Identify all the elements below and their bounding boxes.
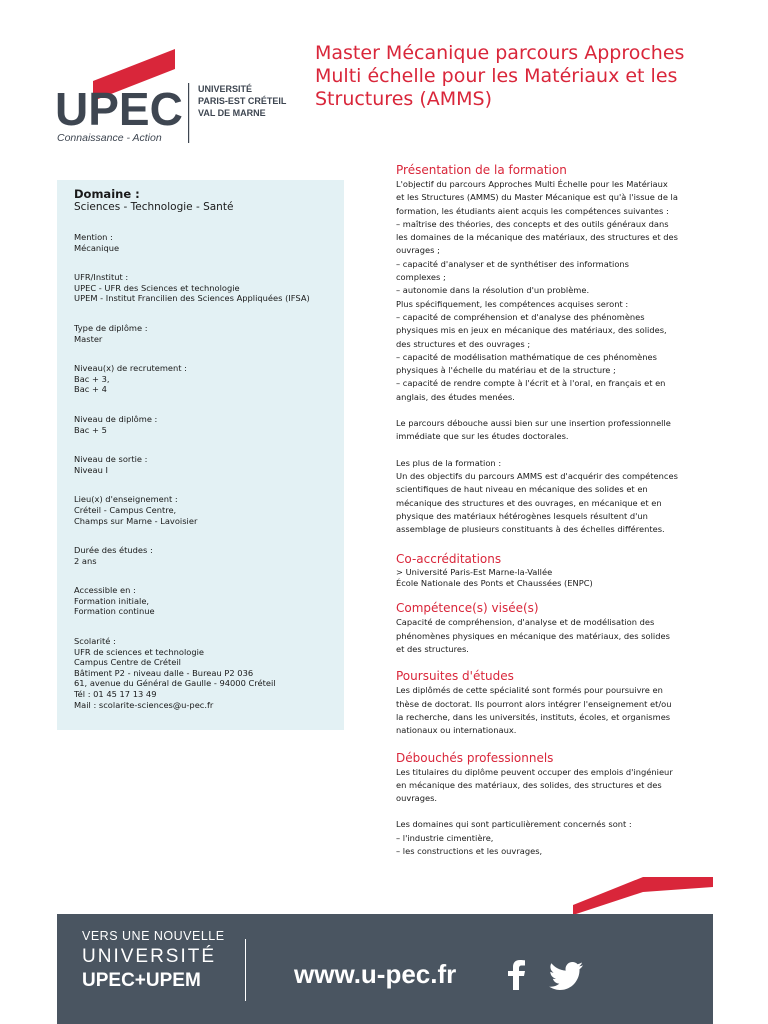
section-heading-debouches: Débouchés professionnels	[396, 750, 554, 765]
field-ufr	[74, 272, 327, 304]
field-value: Niveau I	[74, 464, 108, 475]
field-label: Lieu(x) d'enseignement :	[74, 494, 178, 505]
footer-line3: UPEC+UPEM	[82, 970, 201, 991]
section-heading-coaccreditations: Co-accréditations	[396, 552, 502, 567]
field-mention	[74, 232, 327, 253]
domain-label: Domaine :	[74, 187, 140, 201]
section-heading-poursuites: Poursuites d'études	[396, 669, 514, 684]
presentation-debouche-text: Le parcours débouche aussi bien sur une insertion professionnelle immédiate que sur les études doctorales.	[396, 418, 671, 442]
field-value: Bac + 3, Bac + 4	[74, 373, 110, 395]
facebook-icon[interactable]	[508, 960, 526, 990]
field-niveau-sortie	[74, 454, 327, 475]
logo-line2: PARIS-EST CRÉTEIL	[198, 96, 287, 106]
page-title: Master Mécanique parcours Approches Multi échelle pour les Matériaux et les Structures (AMMS)	[315, 42, 685, 110]
field-label: UFR/Institut :	[74, 272, 129, 283]
debouches-domaines-text: Les domaines qui sont particulièrement concernés sont : – l'industrie cimentière, – les constructions et les ouvrages,	[396, 819, 632, 856]
domain-value: Sciences - Technologie - Santé	[74, 201, 234, 213]
info-sidebar	[57, 180, 344, 730]
logo-line1: UNIVERSITÉ	[198, 84, 253, 94]
field-value: Créteil - Campus Centre, Champs sur Marne - Lavoisier	[74, 504, 198, 526]
main-content	[396, 162, 696, 858]
footer-line1: VERS UNE NOUVELLE	[82, 929, 225, 943]
field-value: 2 ans	[74, 555, 97, 566]
field-duree	[74, 545, 327, 566]
footer-line2: UNIVERSITÉ	[82, 946, 217, 967]
field-value: Mécanique	[74, 242, 120, 253]
upec-logo	[55, 45, 295, 145]
logo-line3: VAL DE MARNE	[198, 108, 266, 118]
field-value: Master	[74, 333, 103, 344]
footer-banner	[57, 914, 713, 1024]
field-label: Durée des études :	[74, 545, 153, 556]
poursuites-text: Les diplômés de cette spécialité sont formés pour poursuivre en thèse de doctorat. Ils pourront alors intégrer l'enseignement et/ou la recherche, dans les universités, instituts, écoles, et organismes nationaux ou internationaux.	[396, 685, 672, 736]
section-heading-competences: Compétence(s) visée(s)	[396, 601, 539, 616]
field-accessible	[74, 585, 327, 617]
logo-tagline: Connaissance - Action	[57, 132, 162, 144]
field-label: Niveau de diplôme :	[74, 413, 158, 424]
field-label: Accessible en :	[74, 585, 136, 596]
footer-divider	[245, 939, 246, 1001]
field-niveau-recrutement	[74, 363, 327, 395]
coaccreditations-text: > Université Paris-Est Marne-la-Vallée École Nationale des Ponts et Chaussées (ENPC)	[396, 567, 593, 588]
footer-red-stripes	[573, 877, 713, 915]
debouches-text: Les titulaires du diplôme peuvent occuper des emplois d'ingénieur en mécanique des matériaux, des solides, des structures et des ouvrages.	[396, 766, 673, 804]
field-value: UPEC - UFR des Sciences et technologie UPEM - Institut Francilien des Sciences Appliquées (IFSA)	[74, 282, 310, 304]
field-value: Formation initiale, Formation continue	[74, 595, 155, 617]
field-label: Niveau de sortie :	[74, 454, 148, 465]
field-value: UFR de sciences et technologie Campus Centre de Créteil Bâtiment P2 - niveau dalle - Bureau P2 036 61, avenue du Général de Gaulle - 94000 Créteil Tél : 01 45 17 13 49 Mail : scolarite-sciences@u-pec.fr	[74, 646, 276, 710]
field-label: Type de diplôme :	[74, 322, 148, 333]
field-scolarite	[74, 636, 327, 710]
logo-brand: UPEC	[55, 83, 183, 135]
field-value: Bac + 5	[74, 424, 107, 435]
presentation-text: L'objectif du parcours Approches Multi Échelle pour les Matériaux et les Structures (AMMS) du Master Mécanique est qu'à l'issue de la formation, les étudiants aient acquis les compétences suivantes : – maîtrise des théories, des concepts et des outils généraux dans les domaines de la mécanique des matériaux, des structures et des ouvrages ; – capacité d'analyser et de synthétiser des informations complexes ; – autonomie dans la résolution d'un problème. Plus spécifiquement, les compétences acquises seront : – capacité de compréhension et d'analyse des phénomènes physiques mis en jeux en mécanique des matériaux, des solides, des structures et des ouvrages ; – capacité de modélisation mathématique de ces phénomènes physiques à l'échelle du matériau et de la structure ; – capacité de rendre compte à l'écrit et à l'oral, en français et en anglais, des études menées.	[396, 179, 678, 402]
field-label: Mention :	[74, 232, 113, 242]
field-label: Scolarité :	[74, 636, 116, 647]
twitter-icon[interactable]	[549, 962, 583, 990]
field-niveau-diplome	[74, 414, 327, 435]
field-type-diplome	[74, 323, 327, 344]
field-label: Niveau(x) de recrutement :	[74, 363, 187, 374]
field-lieux	[74, 494, 327, 526]
presentation-plus-text: Les plus de la formation : Un des objectifs du parcours AMMS est d'acquérir des compétences scientifiques de haut niveau en mécanique des solides et en mécanique des structures et des ouvrages, en mécanique et en physique des matériaux hétérogènes lesquels résultent d'un assemblage de plusieurs constituants à des échelles différentes.	[396, 457, 678, 535]
website-link[interactable]: www.u-pec.fr	[294, 959, 457, 989]
logo-divider	[188, 83, 189, 143]
section-heading-presentation: Présentation de la formation	[396, 163, 567, 177]
competences-text: Capacité de compréhension, d'analyse et de modélisation des phénomènes physiques en mécanique des matériaux, des solides et des structures.	[396, 617, 670, 655]
